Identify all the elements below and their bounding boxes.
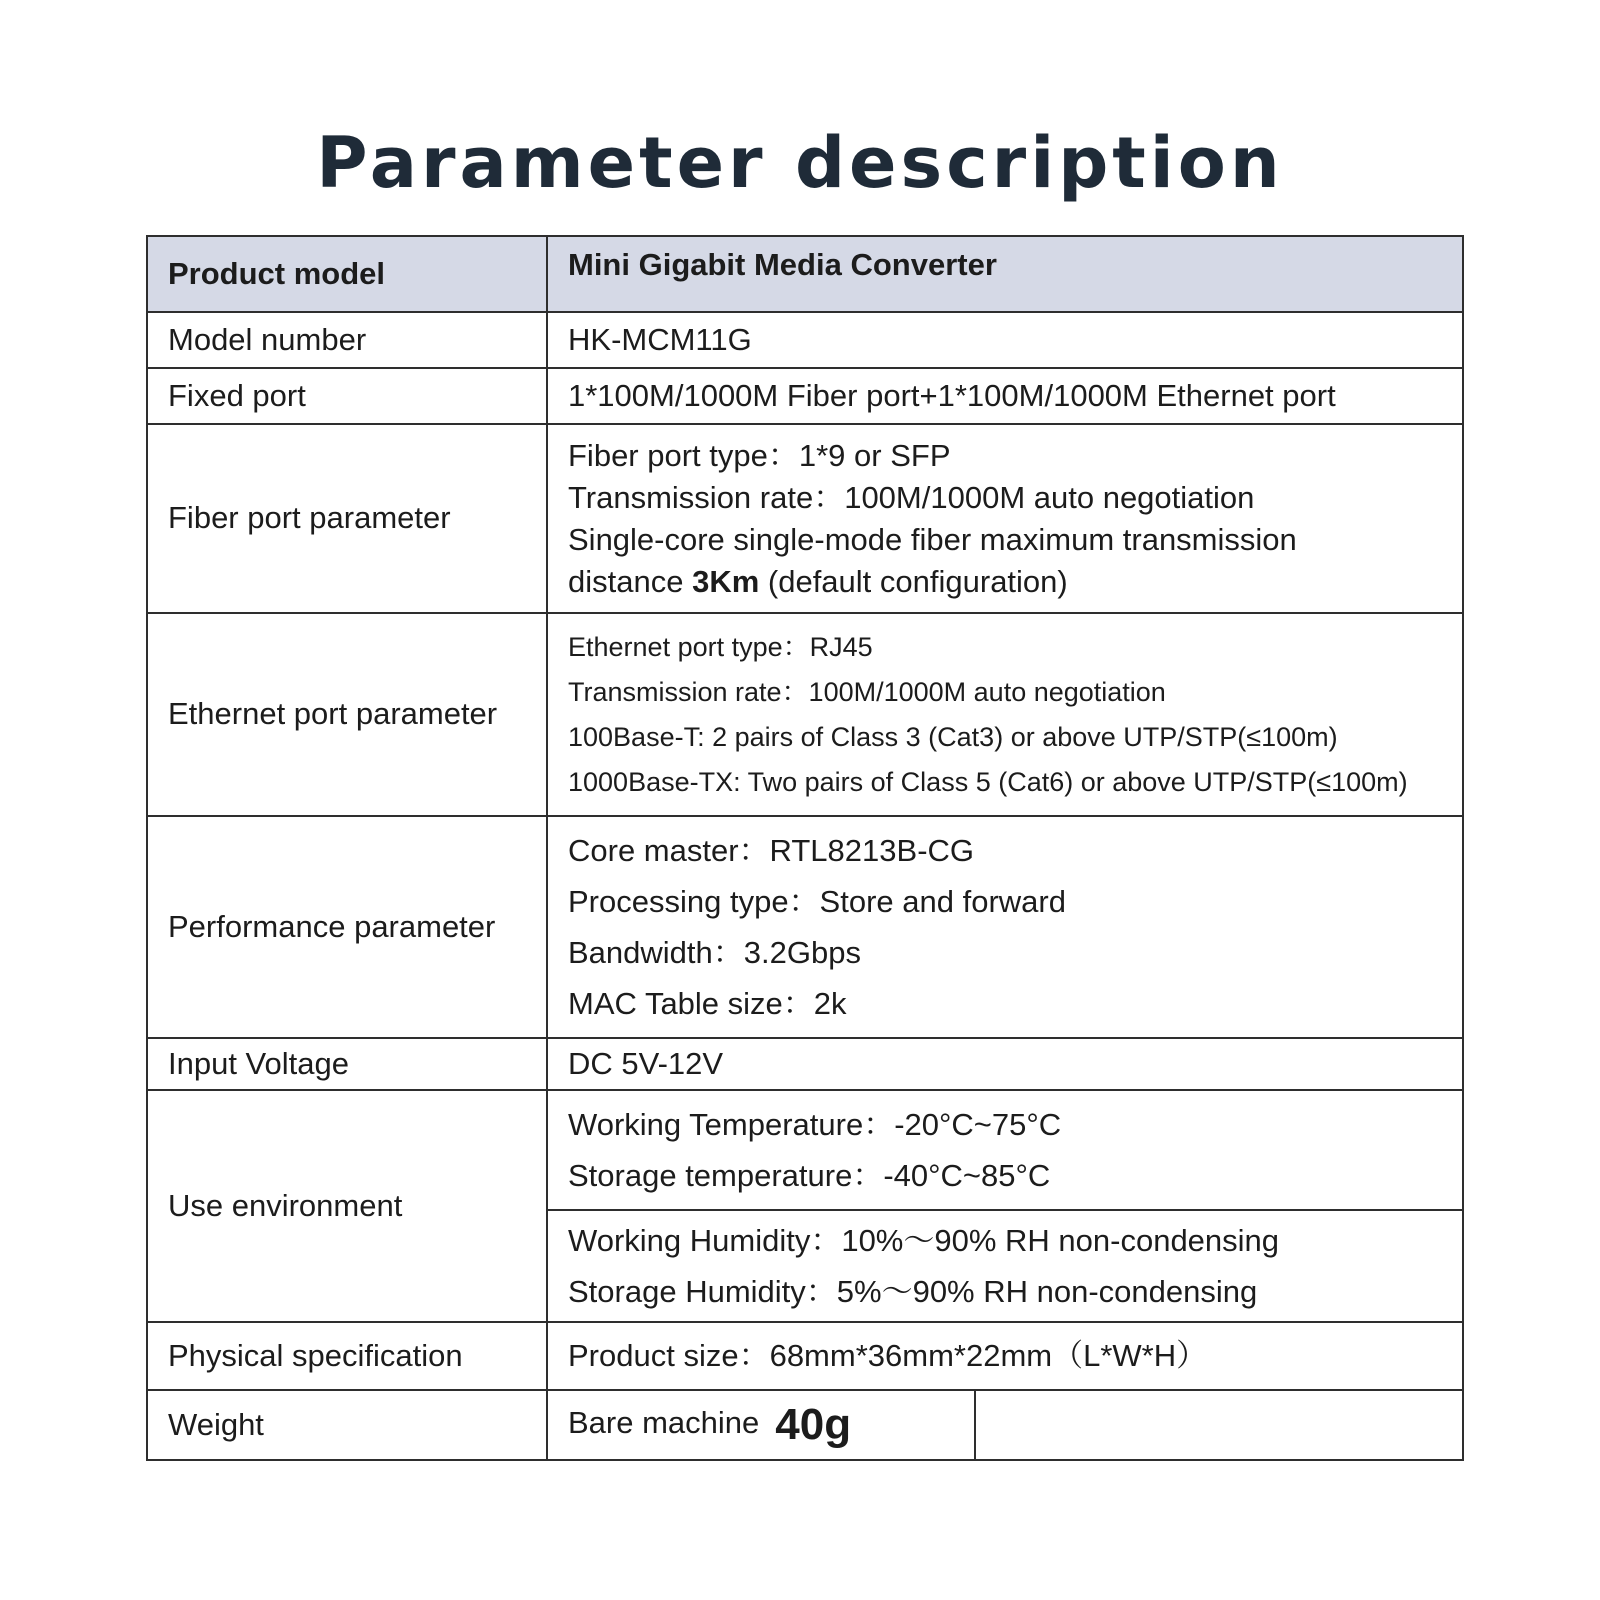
product-model-label: Product model bbox=[147, 236, 547, 312]
fiber-max-distance-line2 bbox=[568, 561, 1462, 603]
table-row-model-number bbox=[147, 312, 1463, 368]
mac-table-size: MAC Table size：2k bbox=[568, 986, 847, 1021]
table-row-performance bbox=[147, 816, 1463, 1038]
storage-temperature: Storage temperature：-40°C~85°C bbox=[568, 1158, 1051, 1193]
temperature-values bbox=[547, 1090, 1463, 1210]
performance-values bbox=[547, 816, 1463, 1038]
input-voltage-value: DC 5V-12V bbox=[547, 1038, 1463, 1090]
table-row-fixed-port bbox=[147, 368, 1463, 424]
ethernet-1000base-tx: 1000Base-TX: Two pairs of Class 5 (Cat6) or above UTP/STP(≤100m) bbox=[568, 766, 1408, 797]
distance-suffix: (default configuration) bbox=[759, 563, 1068, 599]
ethernet-port-values bbox=[547, 613, 1463, 816]
table-row-weight bbox=[147, 1390, 1463, 1460]
fixed-port-value: 1*100M/1000M Fiber port+1*100M/1000M Ethernet port bbox=[547, 368, 1463, 424]
fiber-port-values bbox=[547, 424, 1463, 613]
bandwidth: Bandwidth：3.2Gbps bbox=[568, 935, 861, 970]
fiber-max-distance-line1: Single-core single-mode fiber maximum transmission bbox=[568, 521, 1297, 557]
fiber-port-type: Fiber port type：1*9 or SFP bbox=[568, 437, 951, 473]
model-number-value: HK-MCM11G bbox=[547, 312, 1463, 368]
environment-label: Use environment bbox=[147, 1090, 547, 1322]
storage-humidity: Storage Humidity：5%～90% RH non-condensing bbox=[568, 1274, 1258, 1309]
ethernet-port-label: Ethernet port parameter bbox=[147, 613, 547, 816]
physical-value: Product size：68mm*36mm*22mm（L*W*H） bbox=[547, 1322, 1463, 1390]
fiber-transmission-rate: Transmission rate：100M/1000M auto negotiation bbox=[568, 479, 1255, 515]
page-title: Parameter description bbox=[316, 122, 1284, 204]
weight-number: 40g bbox=[775, 1400, 852, 1450]
table-row-ethernet-port bbox=[147, 613, 1463, 816]
input-voltage-label: Input Voltage bbox=[147, 1038, 547, 1090]
model-number-label: Model number bbox=[147, 312, 547, 368]
distance-prefix: distance bbox=[568, 563, 693, 599]
product-model-value: Mini Gigabit Media Converter bbox=[547, 236, 1463, 312]
table-row-temperature bbox=[147, 1090, 1463, 1210]
weight-value bbox=[547, 1390, 975, 1460]
ethernet-transmission-rate: Transmission rate：100M/1000M auto negotiation bbox=[568, 676, 1166, 707]
ethernet-100base-t: 100Base-T: 2 pairs of Class 3 (Cat3) or above UTP/STP(≤100m) bbox=[568, 721, 1338, 752]
fixed-port-label: Fixed port bbox=[147, 368, 547, 424]
humidity-values bbox=[547, 1210, 1463, 1322]
distance-value: 3Km bbox=[692, 563, 760, 599]
working-temperature: Working Temperature：-20°C~75°C bbox=[568, 1107, 1062, 1142]
fiber-port-label: Fiber port parameter bbox=[147, 424, 547, 613]
working-humidity: Working Humidity：10%～90% RH non-condensing bbox=[568, 1223, 1280, 1258]
table-row-physical bbox=[147, 1322, 1463, 1390]
weight-label: Weight bbox=[147, 1390, 547, 1460]
processing-type: Processing type：Store and forward bbox=[568, 884, 1066, 919]
table-row-fiber-port bbox=[147, 424, 1463, 613]
performance-label: Performance parameter bbox=[147, 816, 547, 1038]
core-master: Core master：RTL8213B-CG bbox=[568, 833, 975, 868]
weight-empty-cell bbox=[975, 1390, 1463, 1460]
physical-label: Physical specification bbox=[147, 1322, 547, 1390]
parameter-table bbox=[146, 235, 1464, 1461]
weight-prefix: Bare machine bbox=[568, 1405, 760, 1441]
table-header-row bbox=[147, 236, 1463, 312]
table-row-input-voltage bbox=[147, 1038, 1463, 1090]
ethernet-port-type: Ethernet port type：RJ45 bbox=[568, 631, 873, 662]
